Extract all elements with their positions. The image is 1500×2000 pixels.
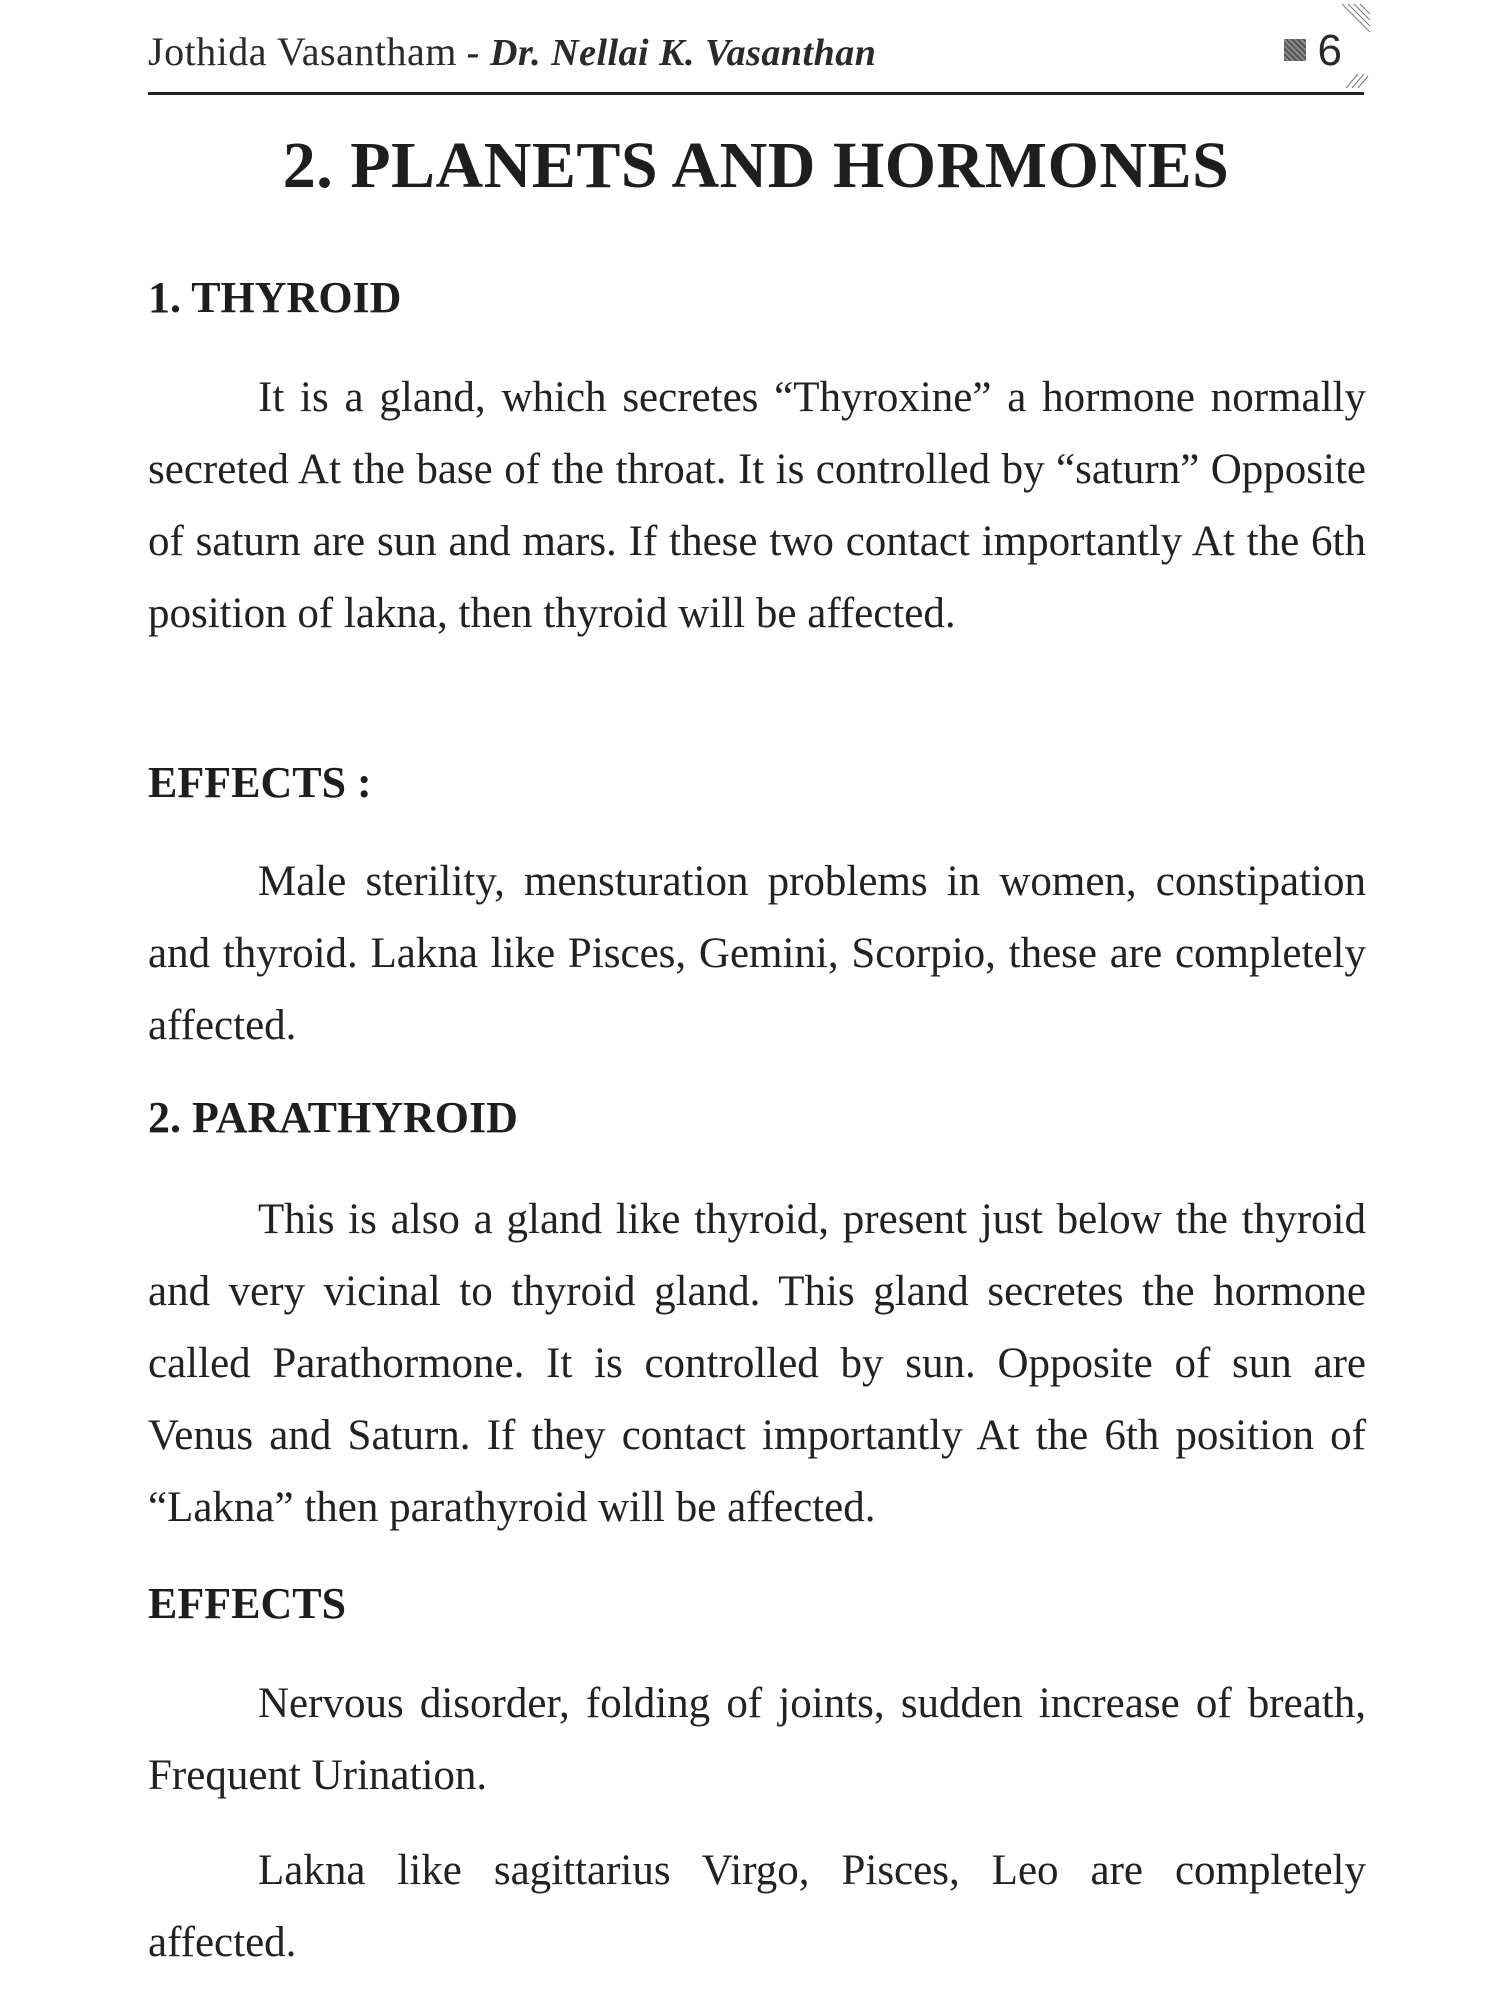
square-bullet-icon <box>1284 39 1306 61</box>
running-header <box>148 22 1364 94</box>
paragraph-parathyroid: This is also a gland like thyroid, present just below the thyroid and very vicinal to thyroid gland. This gland secretes the hormone called Parathormone. It is controlled by sun. Opposite of sun are Venus and Saturn. If they contact importantly At the 6th position of “Lakna” then parathyroid will be affected. <box>148 1196 1366 1531</box>
page-number: 6 <box>1317 26 1342 75</box>
section-heading-effects-parathyroid: EFFECTS <box>148 1579 347 1628</box>
header-rule <box>148 92 1364 95</box>
corner-hatch-small-icon <box>1344 70 1370 90</box>
book-title-text: Jothida Vasantham <box>148 29 457 74</box>
corner-hatch-icon <box>1338 2 1372 36</box>
book-title <box>148 28 876 75</box>
section-heading-parathyroid: 2. PARATHYROID <box>148 1093 518 1142</box>
section-heading-thyroid: 1. THYROID <box>148 273 402 322</box>
section-heading-effects-thyroid: EFFECTS : <box>148 758 372 807</box>
paragraph-effects-parathyroid: Nervous disorder, folding of joints, sudden increase of breath, Frequent Urination. <box>148 1680 1366 1799</box>
chapter-title: 2. PLANETS AND HORMONES <box>282 129 1230 202</box>
author-name: - Dr. Nellai K. Vasanthan <box>466 32 877 74</box>
paragraph-lakna-affected: Lakna like sagittarius Virgo, Pisces, Leo are completely affected. <box>148 1847 1366 1966</box>
paragraph-effects-thyroid: Male sterility, mensturation problems in women, constipation and thyroid. Lakna like Pisces, Gemini, Scorpio, these are completely affected. <box>148 858 1366 1049</box>
page-number-block <box>1284 26 1342 76</box>
paragraph-thyroid: It is a gland, which secretes “Thyroxine” a hormone normally secreted At the base of the throat. It is controlled by “saturn” Opposite of saturn are sun and mars. If these two contact importantly At the 6th position of lakna, then thyroid will be affected. <box>148 374 1366 637</box>
